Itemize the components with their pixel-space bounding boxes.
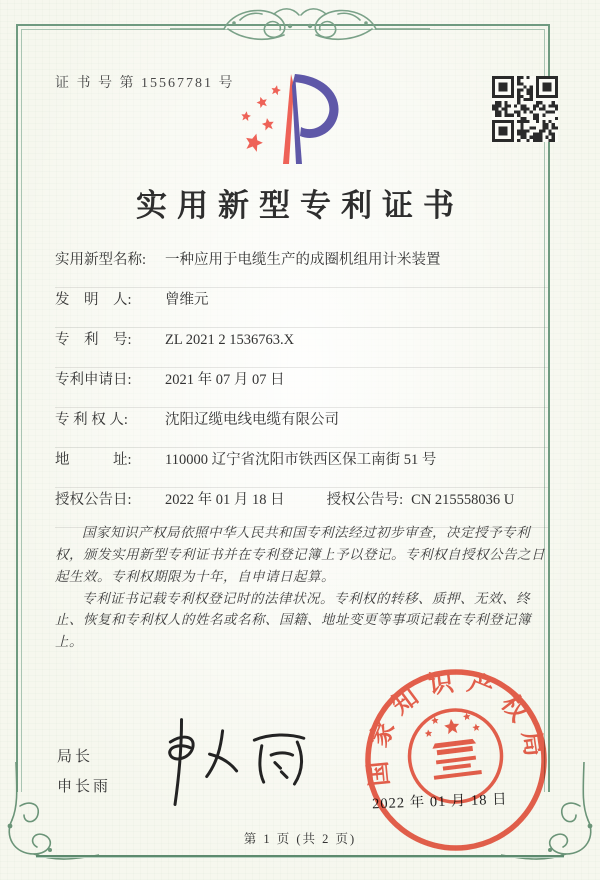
signer-name: 申长雨 bbox=[57, 779, 112, 795]
qr-finder-bl bbox=[492, 120, 514, 142]
fields-section bbox=[55, 248, 548, 528]
field-label: 专 利 权 人: bbox=[55, 412, 128, 428]
field-label: 授权公告号: bbox=[326, 492, 404, 508]
signer-block bbox=[57, 742, 111, 802]
director-signature-icon bbox=[142, 714, 320, 812]
field-row-address bbox=[55, 448, 548, 488]
field-label: 实用新型名称: bbox=[55, 252, 147, 268]
signer-title: 局长 bbox=[57, 749, 94, 765]
field-value: 110000 辽宁省沈阳市铁西区保工南街 51 号 bbox=[165, 452, 437, 468]
official-seal-icon bbox=[350, 668, 564, 856]
field-label: 专利申请日: bbox=[55, 372, 132, 388]
cnipa-logo-icon bbox=[228, 68, 358, 168]
field-row-inventor bbox=[55, 288, 548, 328]
field-label: 地 址: bbox=[55, 452, 132, 468]
field-row-patent-no bbox=[55, 328, 548, 368]
field-row-name bbox=[55, 248, 548, 288]
page-number: 第 1 页 (共 2 页) bbox=[243, 832, 357, 846]
field-value: 一种应用于电缆生产的成圈机组用计米装置 bbox=[165, 252, 441, 268]
qr-finder-tr bbox=[536, 76, 558, 98]
field-label: 授权公告日: bbox=[55, 492, 132, 508]
field-label: 专 利 号: bbox=[55, 332, 132, 348]
top-scroll-ornament-icon bbox=[170, 2, 430, 50]
field-row-patentee bbox=[55, 408, 548, 448]
qr-code-icon bbox=[492, 76, 558, 142]
field-value: 2022 年 01 月 18 日 bbox=[165, 492, 285, 508]
legal-paragraph: 专利证书记载专利权登记时的法律状况。专利权的转移、质押、无效、终止、恢复和专利权人的姓名或名称、国籍、地址变更等事项记载在专利登记簿上。 bbox=[55, 590, 531, 650]
qr-finder-tl bbox=[492, 76, 514, 98]
certificate-number: 证 书 号 第 15567781 号 bbox=[55, 76, 235, 91]
certificate-title: 实用新型专利证书 bbox=[136, 188, 464, 223]
legal-text bbox=[55, 522, 552, 653]
seal-org-text: 国家知识产权局 bbox=[363, 668, 549, 788]
field-value: 曾维元 bbox=[165, 292, 209, 308]
field-row-filing-date bbox=[55, 368, 548, 408]
legal-paragraph: 国家知识产权局依照中华人民共和国专利法经过初步审查，决定授予专利权，颁发实用新型专利证书并在专利登记簿上予以登记。专利权自授权公告之日起生效。专利权期限为十年，自申请日起算。 bbox=[55, 525, 545, 584]
seal-date: 2022 年 01 月 18 日 bbox=[371, 791, 508, 813]
field-label: 发 明 人: bbox=[55, 292, 132, 308]
field-value: 沈阳辽缆电线电缆有限公司 bbox=[165, 412, 339, 428]
field-value: CN 215558036 U bbox=[411, 492, 515, 508]
field-value: 2021 年 07 月 07 日 bbox=[165, 372, 285, 388]
seal-emblem bbox=[404, 705, 507, 808]
field-value: ZL 2021 2 1536763.X bbox=[165, 332, 295, 348]
